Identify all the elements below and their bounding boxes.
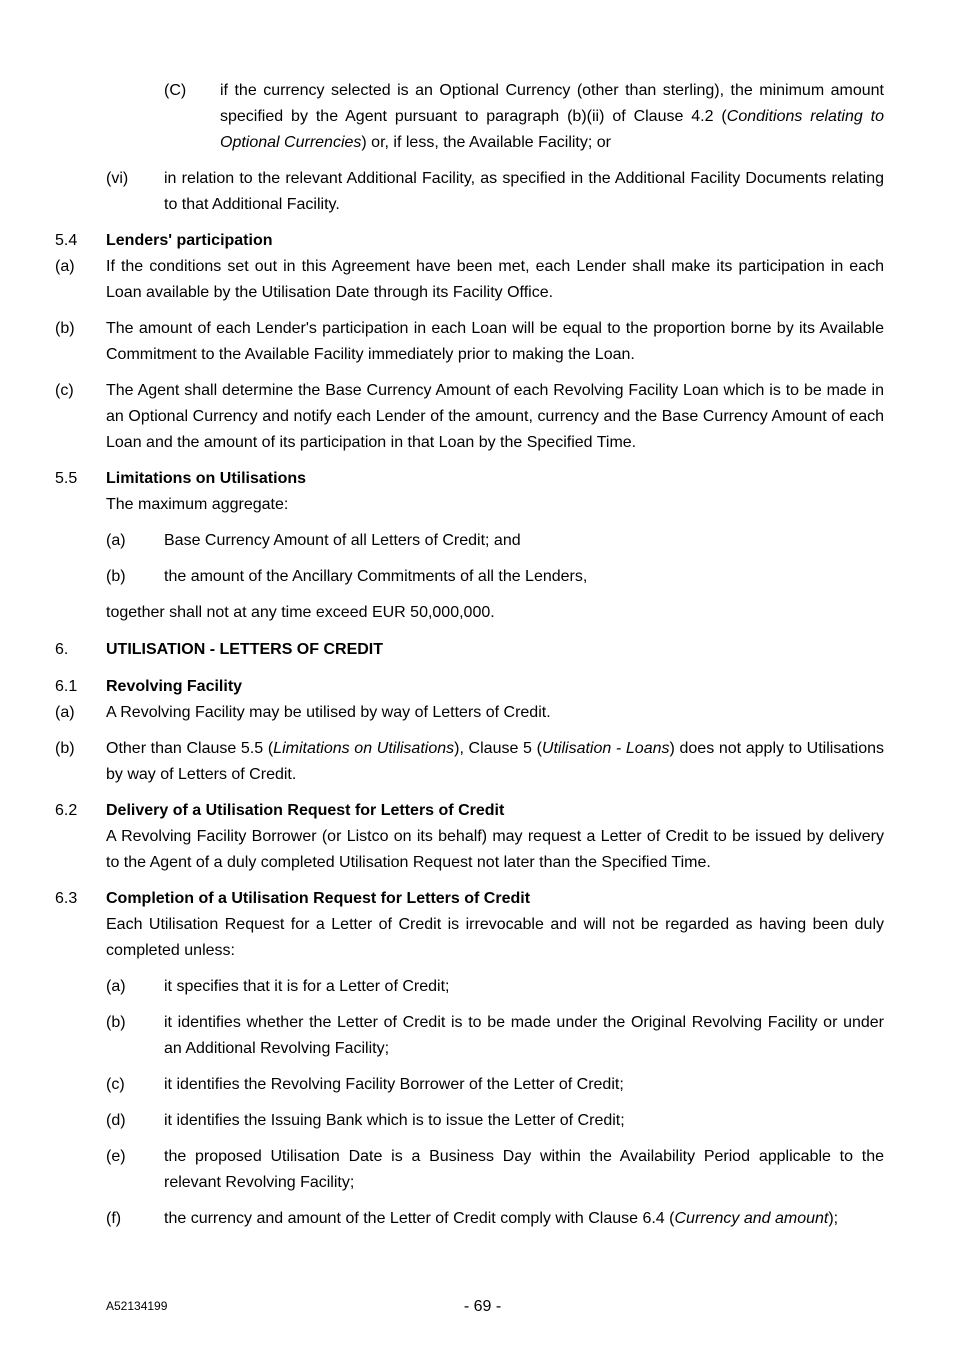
paragraph: the proposed Utilisation Date is a Business Day within the Availability Period applicable to the relevant Revolving Facility; bbox=[164, 1148, 884, 1191]
section-heading: UTILISATION - LETTERS OF CREDIT bbox=[106, 641, 384, 658]
item-label: (a) bbox=[106, 978, 126, 995]
section-number: 5.4 bbox=[55, 232, 78, 249]
section-number: 6.2 bbox=[55, 802, 78, 819]
document-id: A52134199 bbox=[106, 1299, 168, 1313]
item-label: (b) bbox=[55, 740, 75, 757]
section-heading: Revolving Facility bbox=[106, 678, 243, 695]
paragraph: Each Utilisation Request for a Letter of Credit is irrevocable and will not be regarded as having been duly completed unless: bbox=[106, 916, 884, 959]
paragraph: it identifies the Issuing Bank which is to issue the Letter of Credit; bbox=[164, 1112, 625, 1129]
paragraph: The maximum aggregate: bbox=[106, 496, 289, 513]
item-label: (b) bbox=[106, 568, 126, 585]
item-label: (e) bbox=[106, 1148, 126, 1165]
paragraph: Other than Clause 5.5 (Limitations on Utilisations), Clause 5 (Utilisation - Loans) does not apply to Utilisations by way of Letters of Credit. bbox=[106, 740, 885, 783]
page-number: - 69 - bbox=[463, 1298, 502, 1315]
item-label: (a) bbox=[106, 532, 126, 549]
item-label: (d) bbox=[106, 1112, 126, 1129]
item-label: (f) bbox=[106, 1210, 122, 1227]
paragraph: Base Currency Amount of all Letters of Credit; and bbox=[164, 532, 521, 549]
item-label: (b) bbox=[106, 1014, 126, 1031]
section-number: 5.5 bbox=[55, 470, 78, 487]
paragraph: The amount of each Lender's participation in each Loan will be equal to the proportion borne by its Available Commitment to the Available Facility immediately prior to making the Loan. bbox=[106, 320, 884, 363]
paragraph: The Agent shall determine the Base Currency Amount of each Revolving Facility Loan which is to be made in an Optional Currency and notify each Lender of the amount, currency and the Base Currency Amount of each Loan and the amount of its participation in that Loan by the Specified Time. bbox=[106, 382, 884, 451]
item-label: (a) bbox=[55, 258, 75, 275]
paragraph: A Revolving Facility Borrower (or Listco on its behalf) may request a Letter of Credit to be issued by delivery to the Agent of a duly completed Utilisation Request not later than the Specified Time. bbox=[106, 828, 884, 871]
paragraph: if the currency selected is an Optional Currency (other than sterling), the minimum amount specified by the Agent pursuant to paragraph (b)(ii) of Clause 4.2 (Conditions relating to Optional Currencies) or, if less, the Available Facility; or bbox=[220, 82, 884, 151]
paragraph: the amount of the Ancillary Commitments of all the Lenders, bbox=[164, 568, 588, 585]
item-label: (a) bbox=[55, 704, 75, 721]
section-heading: Limitations on Utilisations bbox=[106, 470, 307, 487]
paragraph: it identifies whether the Letter of Credit is to be made under the Original Revolving Facility or under an Additional Revolving Facility; bbox=[164, 1014, 884, 1057]
section-number: 6.3 bbox=[55, 890, 78, 907]
section-number: 6. bbox=[55, 641, 69, 658]
section-heading: Lenders' participation bbox=[106, 232, 273, 249]
paragraph: together shall not at any time exceed EUR 50,000,000. bbox=[106, 604, 495, 621]
item-label: (b) bbox=[55, 320, 75, 337]
item-label: (C) bbox=[164, 82, 187, 99]
item-label: (c) bbox=[55, 382, 74, 399]
item-label: (c) bbox=[106, 1076, 125, 1093]
item-label: (vi) bbox=[106, 170, 129, 187]
paragraph: it specifies that it is for a Letter of Credit; bbox=[164, 978, 450, 995]
paragraph: A Revolving Facility may be utilised by way of Letters of Credit. bbox=[106, 704, 551, 721]
section-heading: Completion of a Utilisation Request for Letters of Credit bbox=[106, 890, 531, 907]
section-number: 6.1 bbox=[55, 678, 78, 695]
paragraph: it identifies the Revolving Facility Borrower of the Letter of Credit; bbox=[164, 1076, 624, 1093]
paragraph: the currency and amount of the Letter of Credit comply with Clause 6.4 (Currency and amount); bbox=[164, 1210, 839, 1227]
section-heading: Delivery of a Utilisation Request for Letters of Credit bbox=[106, 802, 505, 819]
paragraph: If the conditions set out in this Agreement have been met, each Lender shall make its participation in each Loan available by the Utilisation Date through its Facility Office. bbox=[106, 258, 884, 301]
paragraph: in relation to the relevant Additional Facility, as specified in the Additional Facility Documents relating to that Additional Facility. bbox=[164, 170, 884, 213]
